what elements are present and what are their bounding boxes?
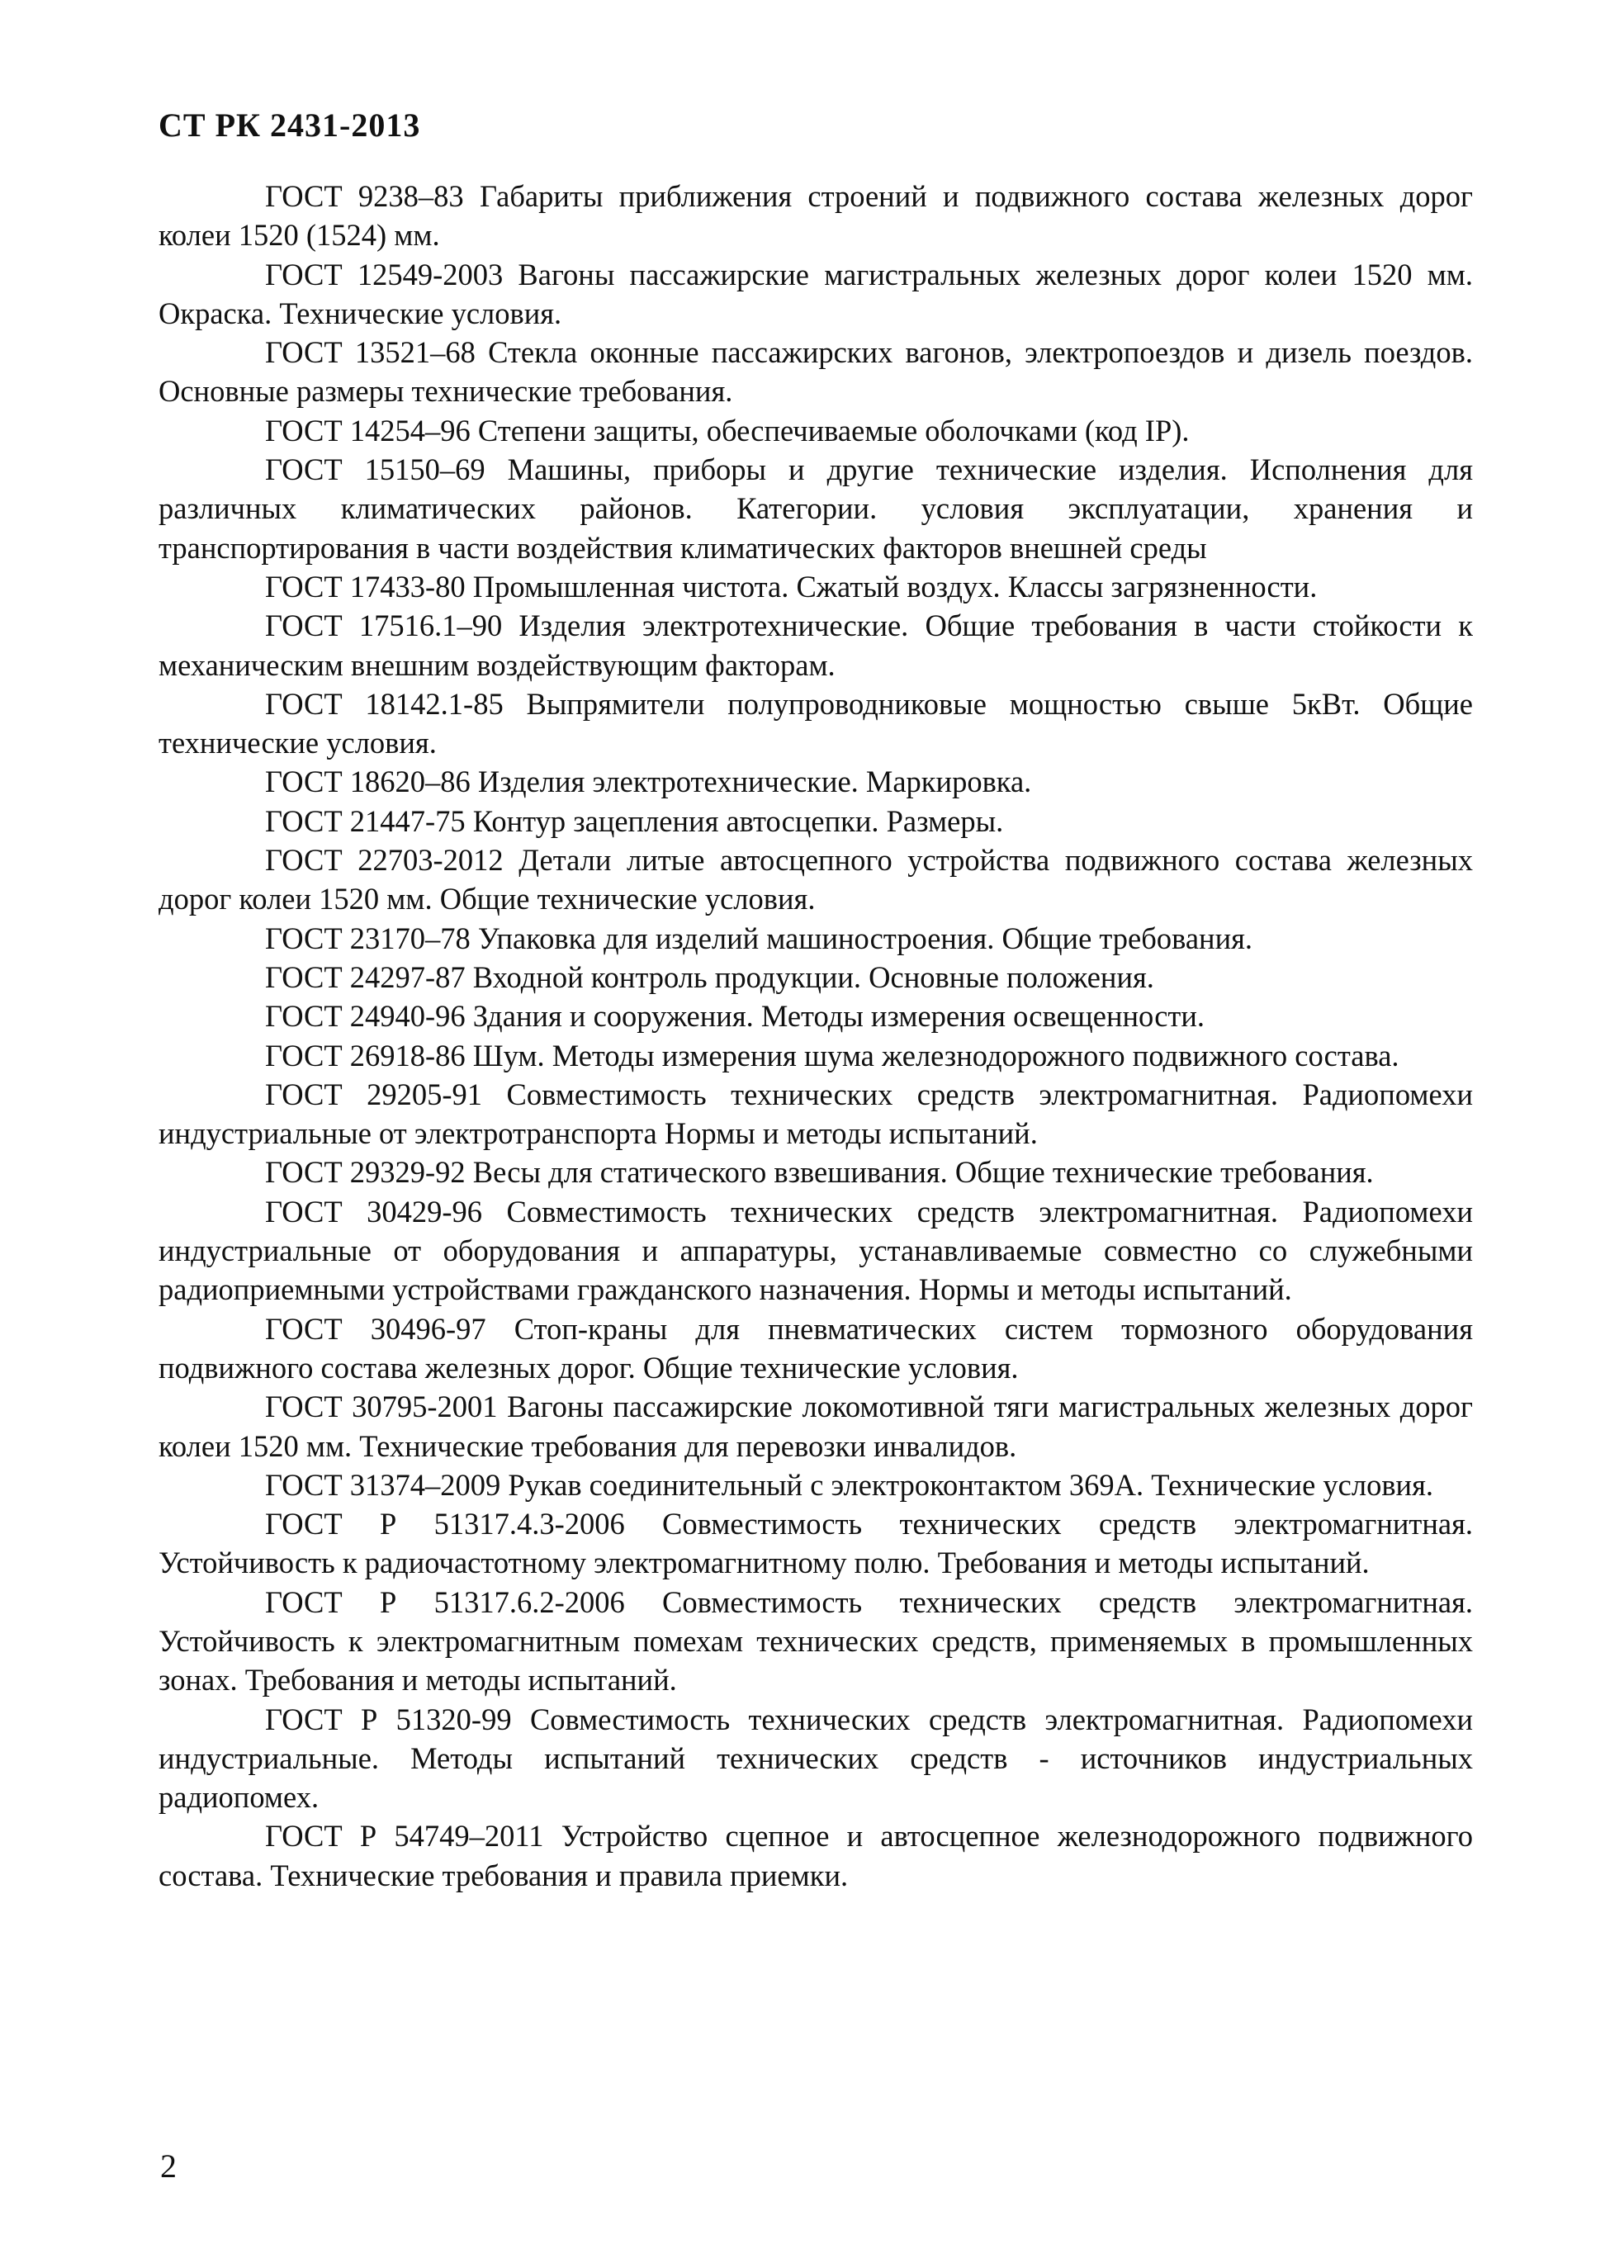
reference-item: ГОСТ 15150–69 Машины, приборы и другие технические изделия. Исполнения для различных климатических районов. Категории. условия эксплуатации, хранения и транспортирования в части воздействия климатических факторов внешней среды (159, 452, 1473, 565)
reference-item: ГОСТ 17516.1–90 Изделия электротехнические. Общие требования в части стойкости к механическим внешним воздействующим факторам. (159, 608, 1473, 682)
reference-item: ГОСТ Р 51317.6.2-2006 Совместимость технических средств электромагнитная. Устойчивость к электромагнитным помехам технических средств, применяемых в промышленных зонах. Требования и методы испытаний. (159, 1584, 1473, 1697)
reference-item: ГОСТ Р 51317.4.3-2006 Совместимость технических средств электромагнитная. Устойчивость к радиочастотному электромагнитному полю. Требования и методы испытаний. (159, 1507, 1473, 1580)
reference-item: ГОСТ 18620–86 Изделия электротехнические. Маркировка. (265, 765, 1032, 799)
reference-item: ГОСТ 30496-97 Стоп-краны для пневматических систем тормозного оборудования подвижного состава железных дорог. Общие технические условия. (159, 1311, 1473, 1385)
reference-item: ГОСТ 30429-96 Совместимость технических средств электромагнитная. Радиопомехи индустриальные от оборудования и аппаратуры, устанавливаемые совместно со служебными радиоприемными устройствами гражданского назначения. Нормы и методы испытаний. (159, 1194, 1473, 1307)
reference-item: ГОСТ Р 51320-99 Совместимость технических средств электромагнитная. Радиопомехи индустриальные. Методы испытаний технических средств - источников индустриальных радиопомех. (159, 1702, 1473, 1815)
document-header: СТ РК 2431-2013 (159, 107, 421, 144)
reference-item: ГОСТ 26918-86 Шум. Методы измерения шума железнодорожного подвижного состава. (265, 1038, 1399, 1072)
reference-item: ГОСТ 14254–96 Степени защиты, обеспечиваемые оболочками (код IP). (265, 413, 1190, 447)
reference-item: ГОСТ 18142.1-85 Выпрямители полупроводниковые мощностью свыше 5кВт. Общие технические условия. (159, 686, 1473, 760)
reference-item: ГОСТ 17433-80 Промышленная чистота. Сжатый воздух. Классы загрязненности. (265, 569, 1318, 604)
reference-item: ГОСТ 30795-2001 Вагоны пассажирские локомотивной тяги магистральных железных дорог колеи 1520 мм. Технические требования для перевозки инвалидов. (159, 1390, 1473, 1463)
reference-item: ГОСТ 23170–78 Упаковка для изделий машиностроения. Общие требования. (265, 921, 1253, 955)
reference-item: ГОСТ 24297-87 Входной контроль продукции. Основные положения. (265, 959, 1154, 994)
reference-item: ГОСТ 22703-2012 Детали литые автосцепного устройства подвижного состава железных дорог колеи 1520 мм. Общие технические условия. (159, 843, 1473, 916)
reference-item: ГОСТ 12549-2003 Вагоны пассажирские магистральных железных дорог колеи 1520 мм. Окраска. Технические условия. (159, 257, 1473, 330)
reference-item: ГОСТ 29205-91 Совместимость технических средств электромагнитная. Радиопомехи индустриальные от электротранспорта Нормы и методы испытаний. (159, 1077, 1473, 1151)
page-number: 2 (160, 2147, 177, 2185)
reference-item: ГОСТ 21447-75 Контур зацепления автосцепки. Размеры. (265, 803, 1004, 838)
reference-item: ГОСТ 29329-92 Весы для статического взвешивания. Общие технические требования. (265, 1155, 1374, 1190)
reference-item: ГОСТ 9238–83 Габариты приближения строений и подвижного состава железных дорог колеи 1520 (1524) мм. (159, 179, 1473, 253)
reference-item: ГОСТ 13521–68 Стекла оконные пассажирских вагонов, электропоездов и дизель поездов. Основные размеры технические требования. (159, 335, 1473, 409)
normative-references-list (159, 177, 1473, 1895)
reference-item: ГОСТ 24940-96 Здания и сооружения. Методы измерения освещенности. (265, 999, 1205, 1034)
reference-item: ГОСТ Р 54749–2011 Устройство сцепное и автосцепное железнодорожного подвижного состава. Технические требования и правила приемки. (159, 1819, 1473, 1892)
reference-item: ГОСТ 31374–2009 Рукав соединительный с электроконтактом 369А. Технические условия. (265, 1467, 1433, 1502)
